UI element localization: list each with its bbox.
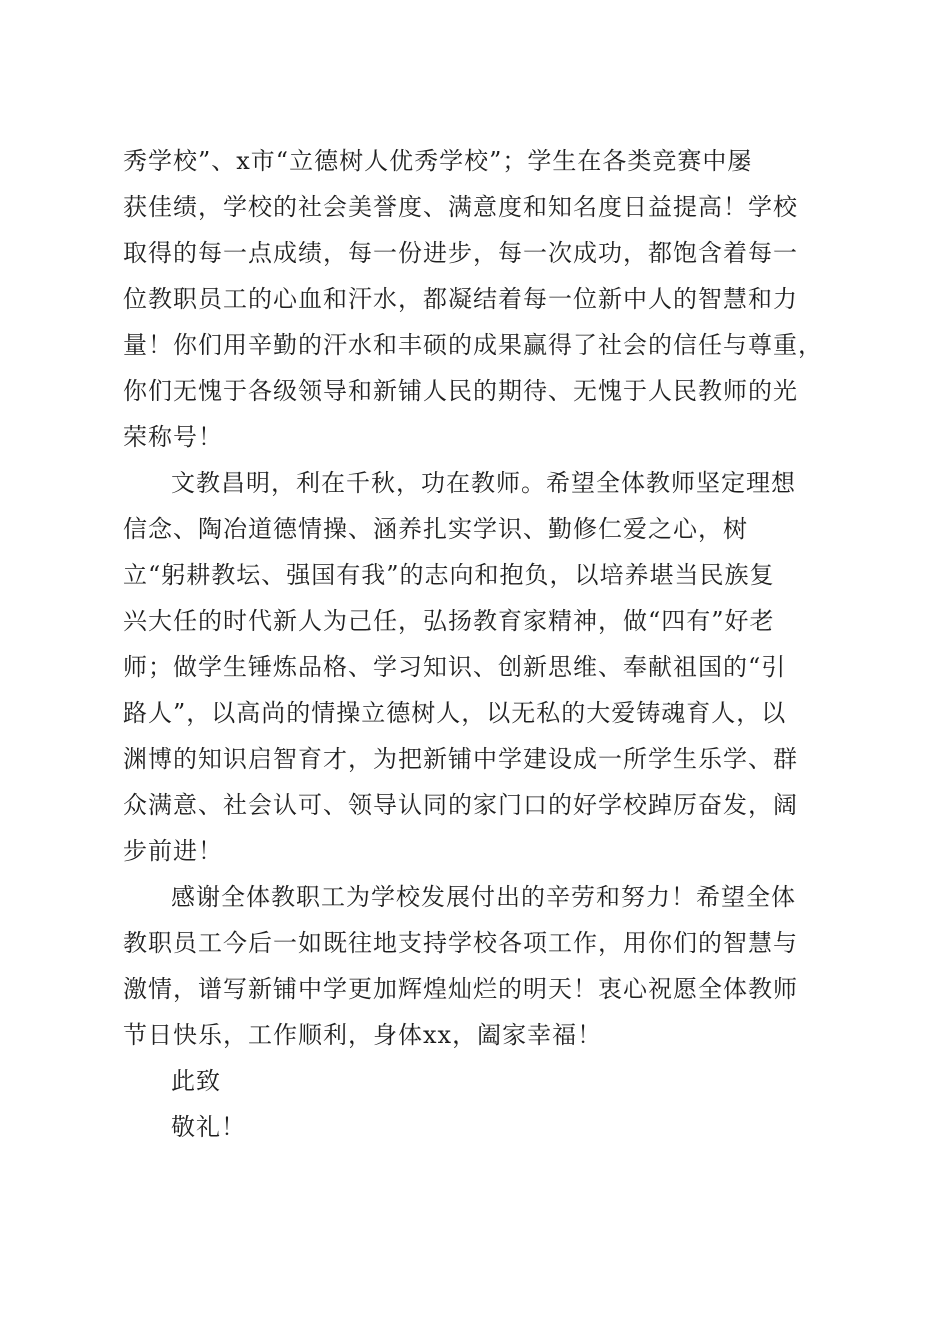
paragraph-2 [123,460,833,874]
text-line: 路人”，以高尚的情操立德树人，以无私的大爱铸魂育人，以 [123,699,787,727]
text-line: 感谢全体教职工为学校发展付出的辛劳和努力！希望全体 [171,883,796,911]
text-line: 荣称号！ [123,423,223,451]
text-line: 师；做学生锤炼品格、学习知识、创新思维、奉献祖国的“引 [123,653,787,681]
closing-salutation: 此致 [171,1067,221,1095]
text-line: 教职员工今后一如既往地支持学校各项工作，用你们的智慧与 [123,929,798,957]
text-line: 渊博的知识启智育才，为把新铺中学建设成一所学生乐学、群 [123,745,798,773]
text-line: 量！你们用辛勤的汗水和丰硕的成果赢得了社会的信任与尊重， [123,331,823,359]
text-line: 激情，谱写新铺中学更加辉煌灿烂的明天！衷心祝愿全体教师 [123,975,798,1003]
text-line: 秀学校”、x市“立德树人优秀学校”；学生在各类竞赛中屡 [123,147,753,175]
closing-regards: 敬礼！ [171,1113,246,1141]
text-line: 你们无愧于各级领导和新铺人民的期待、无愧于人民教师的光 [123,377,798,405]
text-line: 节日快乐，工作顺利，身体xx，阖家幸福！ [123,1021,603,1049]
text-line: 取得的每一点成绩，每一份进步，每一次成功，都饱含着每一 [123,239,798,267]
text-line: 兴大任的时代新人为己任，弘扬教育家精神，做“四有”好老 [123,607,775,635]
letter-body [123,138,833,1150]
paragraph-1 [123,138,833,460]
text-line: 立“躬耕教坛、强国有我”的志向和抱负，以培养堪当民族复 [123,561,775,589]
text-line: 步前进！ [123,837,223,865]
text-line: 位教职员工的心血和汗水，都凝结着每一位新中人的智慧和力 [123,285,798,313]
text-line: 众满意、社会认可、领导认同的家门口的好学校踔厉奋发，阔 [123,791,798,819]
text-line: 信念、陶冶道德情操、涵养扎实学识、勤修仁爱之心，树 [123,515,748,543]
paragraph-3 [123,874,833,1058]
text-line: 获佳绩，学校的社会美誉度、满意度和知名度日益提高！学校 [123,193,798,221]
text-line: 文教昌明，利在千秋，功在教师。希望全体教师坚定理想 [171,469,796,497]
